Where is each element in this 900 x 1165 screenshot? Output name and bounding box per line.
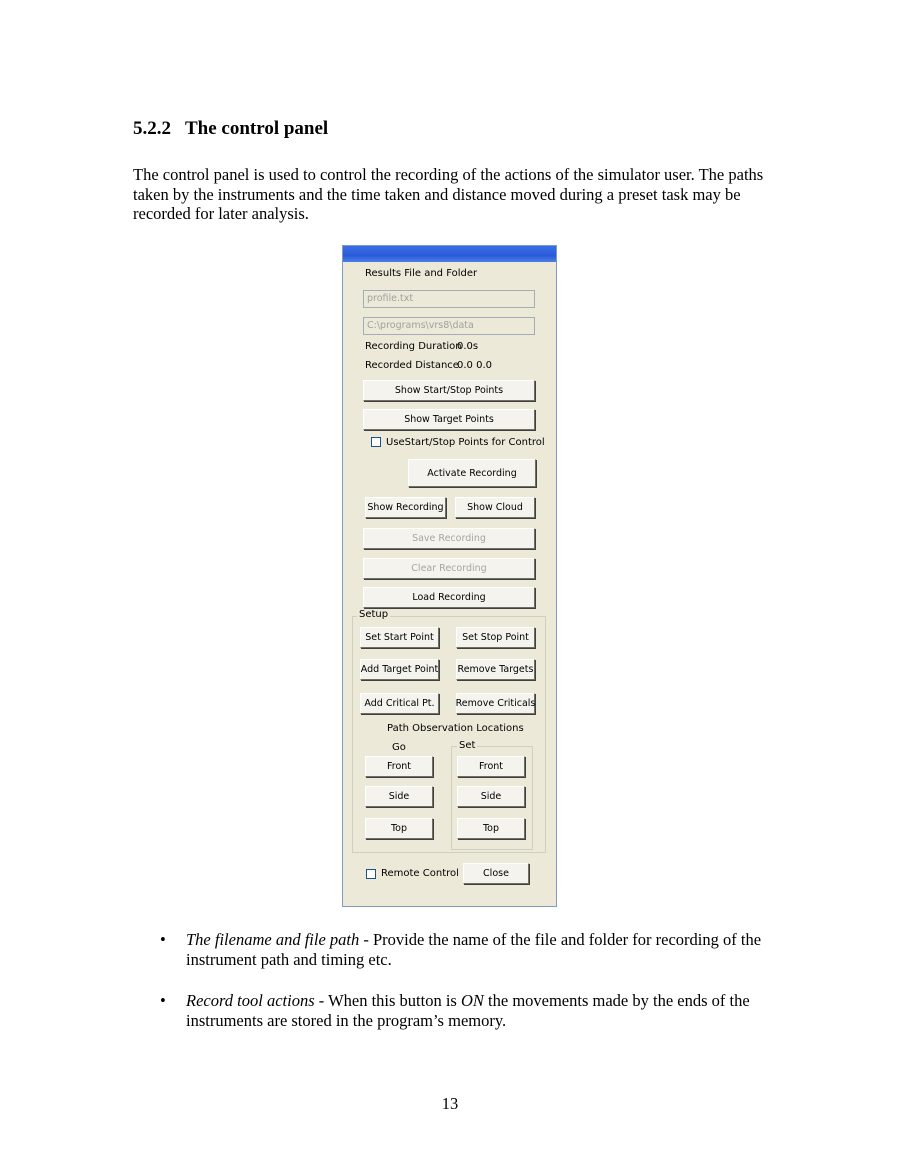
add-target-point-button[interactable]: Add Target Point	[360, 659, 439, 680]
set-group-label: Set	[459, 740, 476, 751]
show-target-button[interactable]: Show Target Points	[363, 409, 535, 430]
remove-criticals-button[interactable]: Remove Criticals	[456, 693, 535, 714]
bullet-body: - When this button is	[314, 991, 461, 1010]
page-number: 13	[441, 1094, 459, 1113]
bullet-italic: Record tool actions	[186, 991, 315, 1010]
path-observation-label: Path Observation Locations	[387, 723, 524, 734]
control-panel-window	[342, 245, 557, 907]
remote-control-checkbox[interactable]	[366, 869, 376, 879]
duration-value: 0.0s	[457, 341, 479, 352]
distance-value: 0.0 0.0	[457, 360, 492, 371]
close-button[interactable]: Close	[463, 863, 529, 884]
bullet-text	[186, 991, 786, 1031]
section-heading	[133, 118, 328, 140]
bullet-dot-icon: •	[160, 991, 166, 1010]
set-top-button[interactable]: Top	[457, 818, 525, 839]
window-titlebar[interactable]	[343, 246, 556, 262]
remove-targets-button[interactable]: Remove Targets	[456, 659, 535, 680]
intro-paragraph: The control panel is used to control the recording of the actions of the simulator user. The paths taken by the instruments and the time taken and distance moved during a preset task may be recorded for later analysis.	[133, 165, 764, 223]
save-recording-button[interactable]: Save Recording	[363, 528, 535, 549]
load-recording-button[interactable]: Load Recording	[363, 587, 535, 608]
bullet-body-rest: the movements made by the ends of the instruments are stored in the program’s memory.	[186, 991, 750, 1030]
set-side-button[interactable]: Side	[457, 786, 525, 807]
set-start-point-button[interactable]: Set Start Point	[360, 627, 439, 648]
clear-recording-button[interactable]: Clear Recording	[363, 558, 535, 579]
set-front-button[interactable]: Front	[457, 756, 525, 777]
use-start-stop-checkbox[interactable]	[371, 437, 381, 447]
go-front-button[interactable]: Front	[365, 756, 433, 777]
bullet-italic: The filename and file path	[186, 930, 360, 949]
bullet-dot-icon: •	[160, 930, 166, 949]
add-critical-pt-button[interactable]: Add Critical Pt.	[360, 693, 439, 714]
setup-group-label: Setup	[359, 609, 389, 620]
bullet-italic-on: ON	[460, 991, 484, 1010]
section-number: 5.2.2	[133, 118, 171, 139]
go-label: Go	[392, 742, 406, 753]
folder-path-field[interactable]: C:\programs\vrs8\data	[363, 317, 535, 335]
distance-label: Recorded Distance	[365, 360, 459, 371]
show-cloud-button[interactable]: Show Cloud	[455, 497, 535, 518]
results-label: Results File and Folder	[365, 268, 478, 279]
go-top-button[interactable]: Top	[365, 818, 433, 839]
go-side-button[interactable]: Side	[365, 786, 433, 807]
show-start-stop-button[interactable]: Show Start/Stop Points	[363, 380, 535, 401]
use-start-stop-label: UseStart/Stop Points for Control	[386, 437, 545, 448]
set-stop-point-button[interactable]: Set Stop Point	[456, 627, 535, 648]
bullet-text	[186, 930, 786, 970]
file-name-field[interactable]: profile.txt	[363, 290, 535, 308]
show-recording-button[interactable]: Show Recording	[365, 497, 446, 518]
duration-label: Recording Duration	[365, 341, 462, 352]
section-title: The control panel	[185, 118, 329, 139]
activate-recording-button[interactable]: Activate Recording	[408, 459, 536, 487]
bullet-body: - Provide the name of the file and folder for recording of the instrument path and timing etc.	[186, 930, 762, 969]
remote-control-label: Remote Control	[381, 868, 459, 879]
